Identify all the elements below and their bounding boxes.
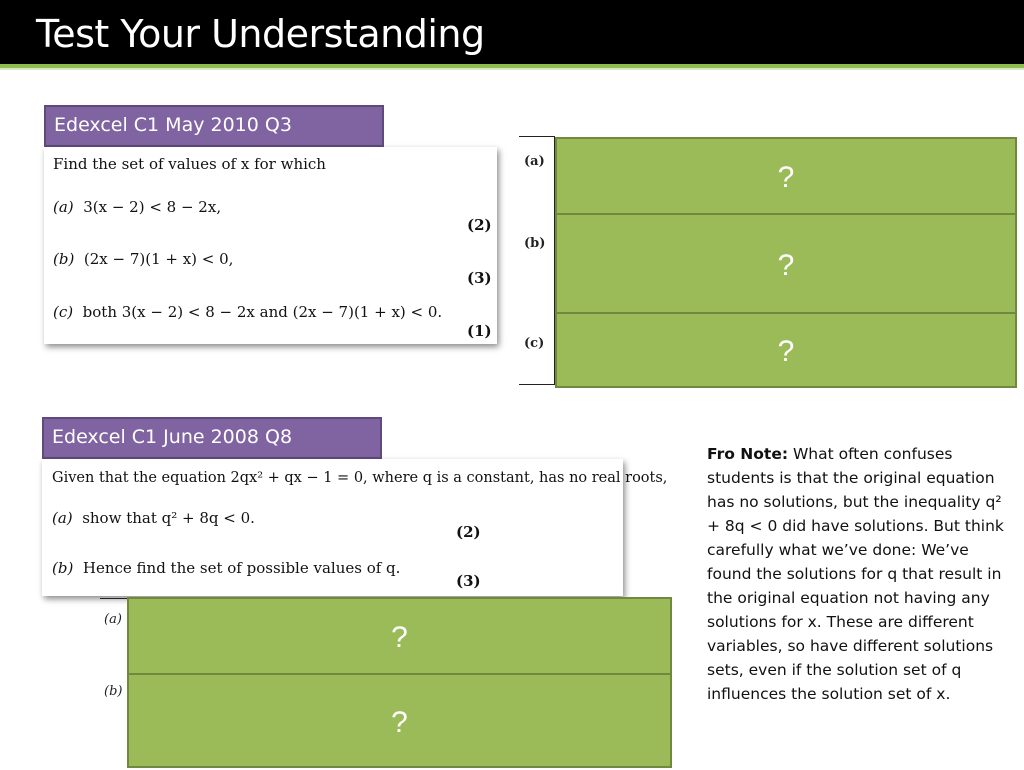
q1-part-c-label: (c) bbox=[53, 303, 74, 321]
fro-note-heading: Fro Note: bbox=[707, 445, 789, 463]
q1-answer-c-reveal[interactable] bbox=[555, 312, 1017, 388]
q1-answer-label-a: (a) bbox=[524, 154, 545, 169]
q1-answer-a-reveal[interactable] bbox=[555, 137, 1017, 215]
title-bar bbox=[0, 0, 1024, 64]
q1-part-b-marks: (3) bbox=[467, 269, 492, 287]
q2-answer-b-reveal[interactable] bbox=[127, 673, 672, 768]
q2-part-a-marks: (2) bbox=[456, 523, 481, 541]
q1-part-b-text: (2x − 7)(1 + x) < 0, bbox=[83, 250, 234, 268]
q1-answer-label-c: (c) bbox=[524, 336, 545, 351]
q1-answer-b-placeholder: ? bbox=[777, 249, 795, 282]
q2-part-a-label: (a) bbox=[52, 509, 73, 527]
slide-title: Test Your Understanding bbox=[36, 12, 485, 56]
q1-answer-bottom-rule bbox=[519, 384, 555, 385]
q2-part-b-marks: (3) bbox=[456, 572, 481, 590]
q1-part-c-marks: (1) bbox=[467, 322, 492, 340]
q2-part-b bbox=[52, 559, 400, 577]
q2-answer-a-placeholder: ? bbox=[391, 621, 408, 654]
q2-answer-b-placeholder: ? bbox=[391, 706, 408, 739]
q1-part-c bbox=[53, 303, 442, 321]
q2-source-tag: Edexcel C1 June 2008 Q8 bbox=[42, 417, 382, 459]
q2-answer-label-b: (b) bbox=[104, 684, 123, 699]
fro-note-body: What often confuses students is that the original equation has no solutions, but the inequality q² + 8q < 0 did have solutions. But think carefully what we’ve done: We’ve found the solutions for q that result in the original equation not having any solutions for x. These are different variables, so have different solutions sets, even if the solution set of q influences the solution set of x. bbox=[707, 445, 1004, 703]
q2-part-a-text: show that q² + 8q < 0. bbox=[82, 509, 255, 527]
q1-part-a bbox=[53, 198, 221, 216]
q1-answer-label-b: (b) bbox=[524, 236, 546, 251]
title-underline-shadow bbox=[0, 68, 1024, 70]
q1-answer-a-placeholder: ? bbox=[777, 161, 795, 194]
q1-answer-b-reveal[interactable] bbox=[555, 213, 1017, 314]
q1-answer-top-rule bbox=[519, 136, 555, 137]
q1-source-tag: Edexcel C1 May 2010 Q3 bbox=[44, 105, 384, 147]
q1-part-b bbox=[53, 250, 233, 268]
q1-question-box bbox=[44, 147, 497, 344]
q2-answer-a-reveal[interactable] bbox=[127, 597, 672, 675]
q2-part-b-label: (b) bbox=[52, 559, 74, 577]
q2-part-a bbox=[52, 509, 255, 527]
q2-question-box bbox=[42, 459, 668, 596]
q1-answer-c-placeholder: ? bbox=[777, 335, 795, 368]
q2-intro: Given that the equation 2qx² + qx − 1 = 0, where q is a constant, has no real roots, bbox=[52, 470, 668, 486]
fro-note bbox=[707, 442, 1007, 706]
q1-part-a-label: (a) bbox=[53, 198, 74, 216]
q1-part-b-label: (b) bbox=[53, 250, 75, 268]
q1-part-c-text: both 3(x − 2) < 8 − 2x and (2x − 7)(1 + x) < 0. bbox=[82, 303, 443, 321]
q1-part-a-text: 3(x − 2) < 8 − 2x, bbox=[83, 198, 222, 216]
q2-answer-top-rule bbox=[100, 598, 128, 599]
q1-part-a-marks: (2) bbox=[467, 216, 492, 234]
q1-intro: Find the set of values of x for which bbox=[53, 155, 326, 173]
q2-answer-label-a: (a) bbox=[104, 612, 122, 627]
q2-part-b-text: Hence find the set of possible values of q. bbox=[82, 559, 401, 577]
